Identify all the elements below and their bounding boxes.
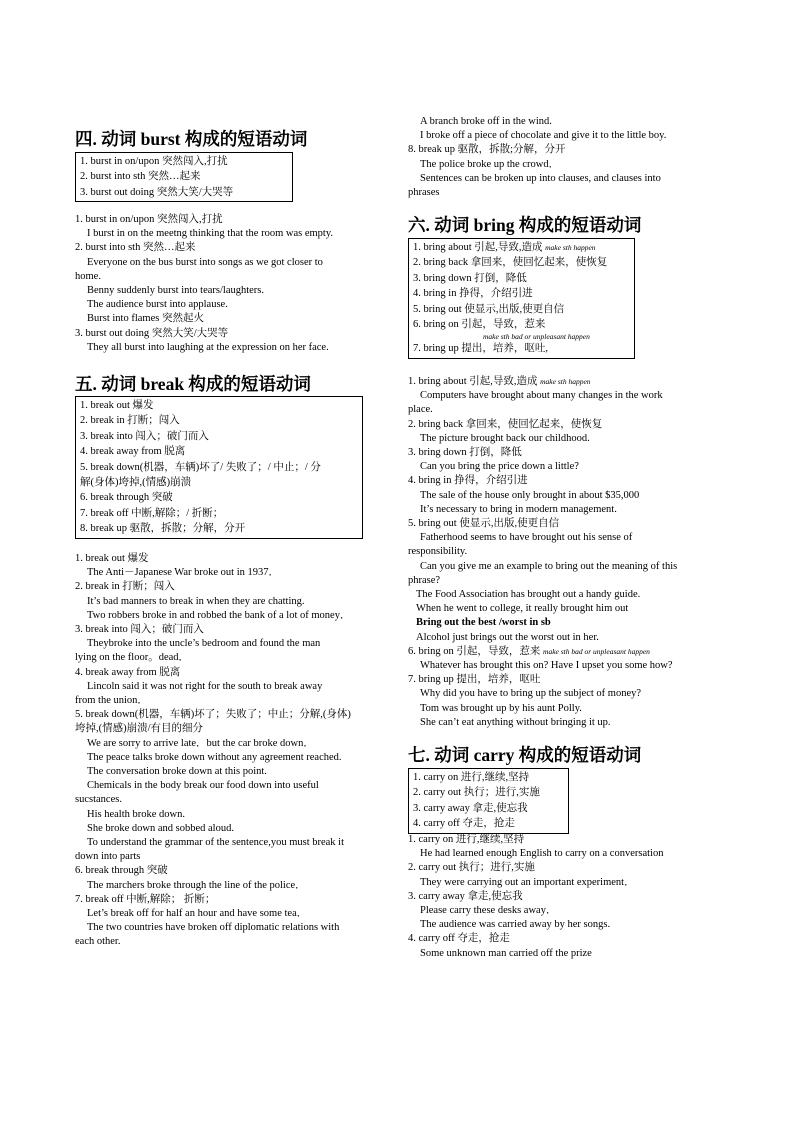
summary-line: 5. break down(机器，车辆)坏了/ 失败了；/ 中止；/ 分	[80, 461, 321, 473]
example-sentence	[408, 588, 730, 602]
line-text: The picture brought back our childhood.	[420, 432, 590, 444]
phrase-entry	[413, 271, 631, 286]
example-sentence	[408, 947, 730, 961]
line-text: 1. bring about 引起,导致,造成	[413, 242, 546, 253]
phrase-entry: 1. burst in on/upon 突然闯入,打扰	[75, 214, 223, 225]
phrase-entry	[408, 673, 730, 687]
carry-summary-box	[408, 768, 569, 834]
phrase-entry	[413, 255, 631, 270]
example-sentence	[408, 716, 730, 730]
example-sentence: The conversation broke down at this point.	[87, 766, 267, 778]
phrase-entry	[413, 286, 631, 301]
example-sentence	[408, 904, 730, 918]
example-sentence: from the union．	[75, 695, 148, 707]
break-examples-continued	[408, 115, 730, 200]
example-sentence: We are sorry to arrive late．but the car broke down．	[87, 737, 314, 749]
line-text: 5. bring out 使显示,出版,使更自信	[413, 303, 565, 315]
line-text: The Food Association has brought out a handy guide.	[416, 589, 641, 601]
example-sentence	[408, 918, 730, 932]
example-sentence	[408, 389, 730, 403]
definition-note: make sth bad or unpleasant happen	[483, 332, 590, 342]
phrase-entry: 8. break up 驱散，拆散;分解，分开	[408, 144, 566, 156]
example-sentence	[408, 631, 730, 645]
phrase-entry: 6. break through 突破	[75, 865, 168, 877]
line-text: 2. bring back 拿回来，使回忆起来，使恢复	[408, 418, 603, 430]
example-sentence: Sentences can be broken up into clauses, and clauses into	[420, 172, 661, 184]
line-text: The sale of the house only brought in about $35,000	[420, 489, 640, 501]
example-sentence: The marchers broke through the line of the police．	[87, 879, 306, 891]
phrase-entry	[408, 517, 730, 531]
summary-line: 8. break up 驱散，拆散；分解，分开	[80, 523, 246, 535]
summary-line: 2. break in 打断；闯入	[80, 415, 180, 427]
example-sentence	[408, 489, 730, 503]
line-text: 1. carry on 进行,继续,坚持	[408, 834, 525, 845]
example-sentence	[408, 503, 730, 517]
example-sentence	[408, 574, 730, 588]
phrase-entry	[413, 302, 631, 317]
summary-line: 2. carry out 执行；进行,实施	[413, 787, 540, 799]
line-text: Tom was brought up by his aunt Polly.	[420, 702, 582, 714]
line-text: 5. bring out 使显示,出版,使更自信	[408, 518, 560, 530]
line-text: Can you give me an example to bring out the meaning of this	[420, 560, 678, 572]
section-heading-burst: 四. 动词 burst 构成的短语动词	[75, 129, 308, 149]
definition-note: make sth happen	[540, 377, 591, 386]
phrase-entry	[408, 446, 730, 460]
phrase-entry	[408, 474, 730, 488]
example-sentence	[408, 616, 730, 630]
example-sentence: home.	[75, 270, 101, 282]
burst-summary-box	[75, 152, 293, 202]
summary-line: 2. burst into sth 突然…起来	[80, 171, 201, 183]
example-sentence: They all burst into laughing at the expression on her face.	[87, 341, 329, 353]
line-text: 1. bring about 引起,导致,造成	[408, 376, 541, 387]
line-text: 6. bring on 引起，导致，惹来	[413, 319, 546, 331]
line-text: Bring out the best /worst in sb	[416, 617, 551, 629]
phrase-entry: 7. break off 中断,解除； 折断；	[75, 893, 216, 905]
example-sentence: The Anti－Japanese War broke out in 1937．	[87, 567, 280, 579]
example-sentence	[408, 403, 730, 417]
example-sentence: Chemicals in the body break our food down into useful	[87, 780, 319, 792]
example-sentence: sucstances.	[75, 794, 122, 806]
line-text: 2. bring back 拿回来，使回忆起来，使恢复	[413, 257, 608, 269]
bring-summary-box	[408, 238, 635, 359]
phrase-entry: 1. break out 爆发	[75, 553, 149, 564]
line-text: phrase?	[408, 574, 441, 586]
phrase-entry	[408, 375, 730, 389]
line-text: Some unknown man carried off the prize	[420, 947, 592, 959]
phrase-entry	[413, 240, 631, 255]
summary-line: 1. carry on 进行,继续,坚持	[413, 772, 530, 783]
phrase-entry: 3. burst out doing 突然大笑/大哭等	[75, 327, 229, 339]
example-sentence: To understand the grammar of the sentence,you must break it	[87, 837, 345, 849]
line-text: 3. bring down 打倒，降低	[408, 447, 522, 459]
line-text: Please carry these desks away．	[420, 905, 557, 917]
line-text: 4. bring in 挣得，介绍引进	[408, 475, 528, 487]
line-text: When he went to college, it really brought him out	[416, 603, 629, 615]
line-text: 3. bring down 打倒，降低	[413, 272, 527, 284]
summary-line: 1. break out 爆发	[80, 400, 154, 411]
summary-line: 3. carry away 拿走,使忘我	[413, 802, 528, 814]
line-text: He had learned enough English to carry on a conversation	[420, 848, 664, 860]
section-heading-bring: 六. 动词 bring 构成的短语动词	[408, 215, 642, 235]
section-heading-break: 五. 动词 break 构成的短语动词	[75, 374, 311, 394]
example-sentence: The peace talks broke down without any agreement reached.	[87, 751, 342, 763]
summary-line: 解(身体)垮掉,(情感)崩溃	[80, 477, 192, 489]
example-sentence: She broke down and sobbed aloud.	[87, 822, 234, 834]
example-sentence: The two countries have broken off diplomatic relations with	[87, 922, 340, 934]
example-sentence: down into parts	[75, 851, 141, 863]
summary-line: 3. burst out doing 突然大笑/大哭等	[80, 186, 234, 198]
example-sentence	[408, 876, 730, 890]
definition-note: make sth bad or unpleasant happen	[543, 646, 650, 656]
line-text: Fatherhood seems to have brought out his sense of	[420, 532, 633, 544]
phrase-entry: 5. break down(机器，车辆)坏了；失败了；中止；分解,(身体)	[75, 709, 351, 721]
example-sentence	[408, 687, 730, 701]
phrase-entry	[408, 890, 730, 904]
example-sentence: Burst into flames 突然起火	[87, 313, 204, 325]
example-sentence: It’s bad manners to break in when they are chatting.	[87, 595, 305, 607]
example-sentence: I broke off a piece of chocolate and give it to the little boy.	[420, 130, 667, 142]
line-text: Can you bring the price down a little?	[420, 461, 579, 473]
line-text: 4. bring in 挣得，介绍引进	[413, 288, 533, 300]
line-text: 4. carry off 夺走，抢走	[408, 933, 510, 945]
example-sentence	[408, 702, 730, 716]
example-sentence	[408, 545, 730, 559]
line-text: 6. bring on 引起，导致，惹来	[408, 645, 544, 657]
phrase-entry	[413, 317, 631, 341]
example-sentence: Everyone on the bus burst into songs as we got closer to	[87, 256, 323, 268]
phrase-entry	[408, 645, 730, 659]
line-text: They were carrying out an important experiment．	[420, 876, 635, 888]
example-sentence: phrases	[408, 187, 440, 199]
line-text: Whatever has brought this on? Have I upset you some how?	[420, 660, 673, 672]
phrase-entry	[413, 341, 631, 356]
phrase-entry: 2. burst into sth 突然…起来	[75, 242, 196, 254]
example-sentence: each other.	[75, 936, 121, 948]
line-text: She can’t eat anything without bringing it up.	[420, 716, 611, 728]
example-sentence: Let’s break off for half an hour and have some tea．	[87, 908, 308, 920]
example-sentence: Benny suddenly burst into tears/laughters.	[87, 285, 265, 297]
line-text: 3. carry away 拿走,使忘我	[408, 890, 523, 902]
phrase-entry: 4. break away from 脱离	[75, 666, 181, 678]
section-heading-carry: 七. 动词 carry 构成的短语动词	[408, 745, 642, 765]
example-sentence	[408, 432, 730, 446]
summary-line: 4. carry off 夺走，抢走	[413, 818, 515, 830]
break-examples	[75, 552, 395, 950]
summary-line: 7. break off 中断,解除；/ 折断；	[80, 507, 224, 519]
example-sentence	[408, 659, 730, 673]
phrase-entry	[408, 418, 730, 432]
example-sentence: Theybroke into the uncle’s bedroom and found the man	[87, 638, 321, 650]
line-text: Computers have brought about many changes in the work	[420, 390, 663, 402]
line-text: The audience was carried away by her songs.	[420, 919, 611, 931]
phrase-entry: 2. break in 打断；闯入	[75, 581, 175, 593]
example-sentence	[408, 531, 730, 545]
carry-examples	[408, 833, 730, 961]
phrase-entry: 3. break into 闯入；破门而入	[75, 624, 204, 636]
line-text: 2. carry out 执行；进行,实施	[408, 862, 535, 874]
summary-line: 4. break away from 脱离	[80, 446, 186, 458]
definition-note: make sth happen	[545, 243, 596, 252]
example-sentence: I burst in on the meetng thinking that the room was empty.	[87, 228, 334, 240]
example-sentence: A branch broke off in the wind.	[420, 116, 552, 127]
example-sentence	[408, 847, 730, 861]
break-summary-box	[75, 396, 363, 539]
phrase-entry	[408, 932, 730, 946]
summary-line: 1. burst in on/upon 突然闯入,打扰	[80, 156, 228, 167]
example-sentence	[408, 602, 730, 616]
summary-line: 6. break through 突破	[80, 492, 173, 504]
line-text: It’s necessary to bring in modern management.	[420, 503, 617, 515]
example-sentence: The audience burst into applause.	[87, 299, 228, 311]
example-sentence: Two robbers broke in and robbed the bank of a lot of money．	[87, 609, 351, 621]
example-sentence: 垮掉,(情感)崩溃/有目的细分	[75, 723, 204, 735]
example-sentence: The police broke up the crowd．	[420, 158, 560, 170]
bring-examples	[408, 375, 730, 730]
example-sentence: His health broke down.	[87, 808, 185, 820]
line-text: responsibility.	[408, 546, 468, 558]
line-text: Why did you have to bring up the subject of money?	[420, 688, 642, 700]
example-sentence	[408, 560, 730, 574]
burst-examples	[75, 213, 395, 355]
example-sentence: lying on the floor。dead．	[75, 652, 190, 664]
phrase-entry	[408, 861, 730, 875]
line-text: place.	[408, 404, 433, 416]
example-sentence: Lincoln said it was not right for the south to break away	[87, 680, 323, 692]
line-text: 7. bring up 提出，培养，呕吐	[408, 674, 541, 686]
line-text: Alcohol just brings out the worst out in her.	[416, 631, 599, 643]
example-sentence	[408, 460, 730, 474]
phrase-entry	[408, 833, 730, 847]
summary-line: 3. break into 闯入；破门而入	[80, 430, 209, 442]
line-text: 7. bring up 提出，培养，呕吐,	[413, 343, 549, 355]
